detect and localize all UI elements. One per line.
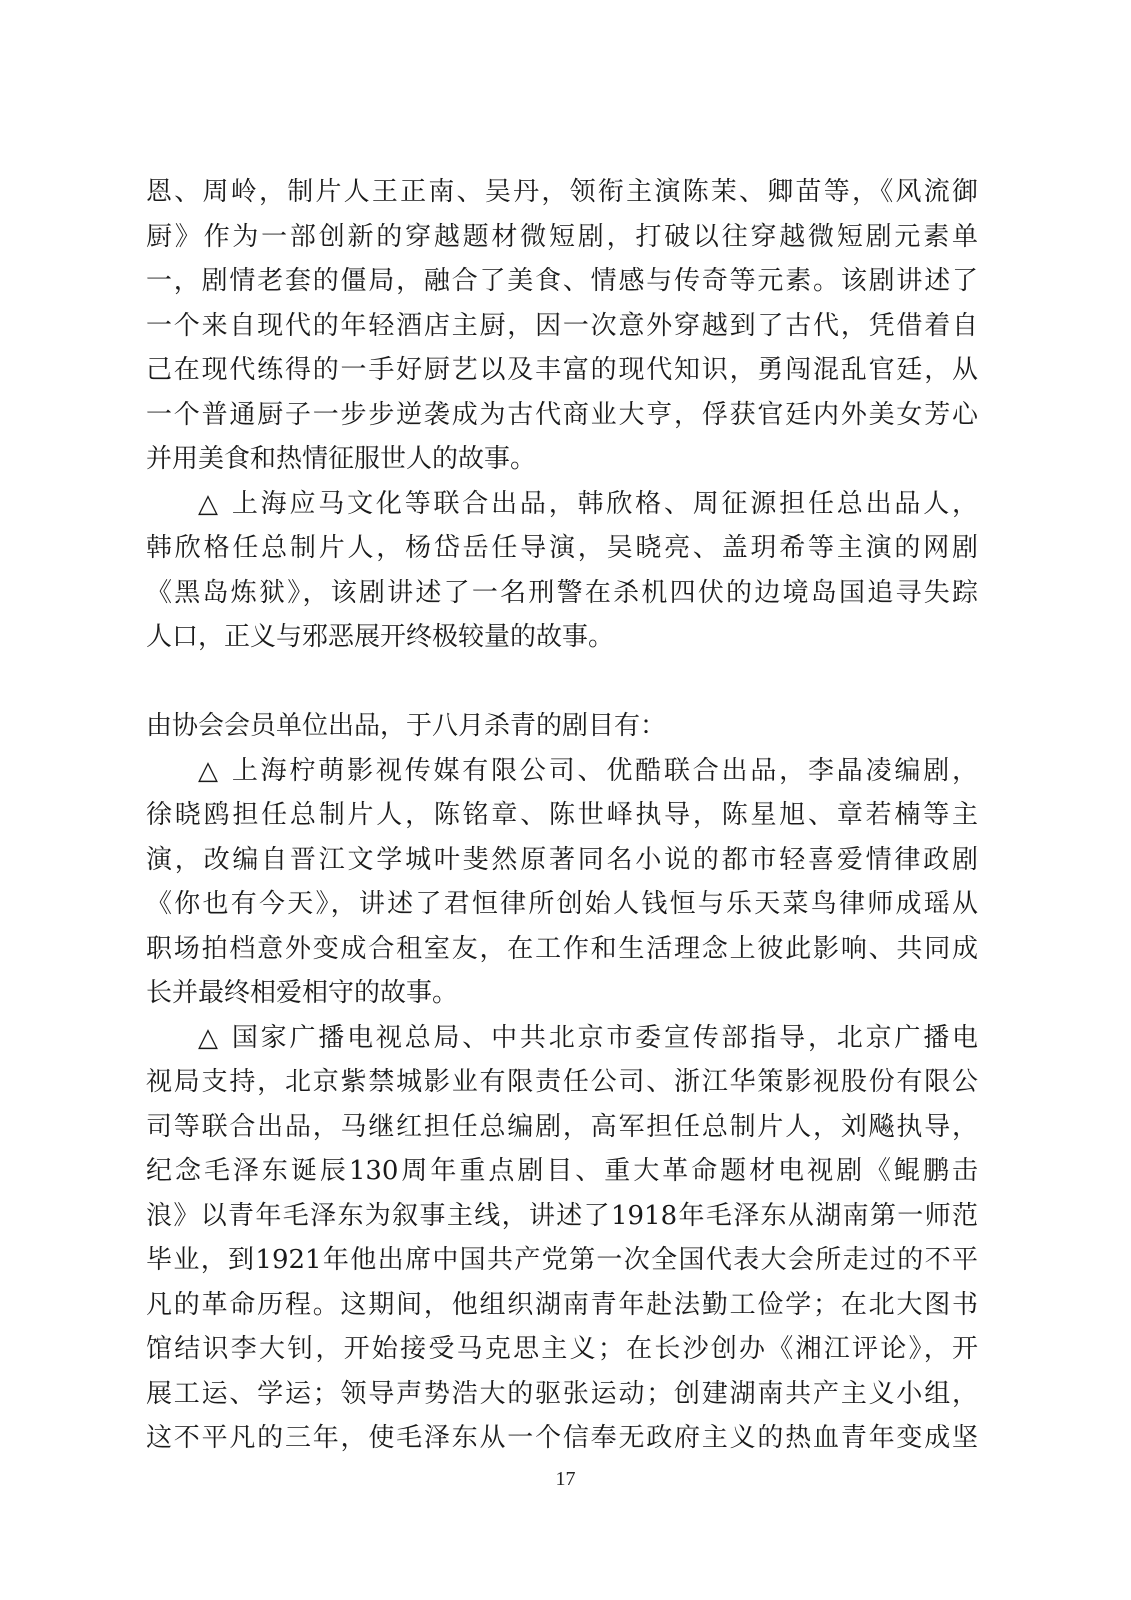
- text-line: 由协会会员单位出品，于八月杀青的剧目有：: [146, 711, 667, 741]
- text-line: 恩、周岭，制片人王正南、吴丹，领衔主演陈茉、卿苗等，《风流御: [146, 177, 978, 207]
- text-line: 一个普通厨子一步步逆袭成为古代商业大亨，俘获官廷内外美女芳心: [146, 399, 978, 430]
- text-line: 纪念毛泽东诞辰130周年重点剧目、重大革命题材电视剧《鲲鹏击: [146, 1156, 978, 1186]
- paragraph-kun-peng-ji-lang: [146, 1016, 978, 1461]
- body-text: [146, 170, 978, 1461]
- text-line: 浪》以青年毛泽东为叙事主线，讲述了1918年毛泽东从湖南第一师范: [146, 1200, 978, 1231]
- text-line: 凡的革命历程。这期间，他组织湖南青年赴法勤工俭学；在北大图书: [146, 1289, 978, 1320]
- text-line: 这不平凡的三年，使毛泽东从一个信奉无政府主义的热血青年变成坚: [146, 1423, 978, 1453]
- text-line: 毕业，到1921年他出席中国共产党第一次全国代表大会所走过的不平: [146, 1245, 978, 1275]
- paragraph-spacer: [146, 660, 978, 705]
- text-line: 并用美食和热情征服世人的故事。: [146, 444, 537, 474]
- text-line: 《黑岛炼狱》，该剧讲述了一名刑警在杀机四伏的边境岛国追寻失踪: [146, 577, 978, 608]
- text-line: 司等联合出品，马继红担任总编剧，高军担任总制片人，刘飚执导，: [146, 1111, 978, 1142]
- text-line: 视局支持，北京紫禁城影业有限责任公司、浙江华策影视股份有限公: [146, 1067, 978, 1097]
- text-line: 一个来自现代的年轻酒店主厨，因一次意外穿越到了古代，凭借着自: [146, 310, 978, 341]
- page-number: 17: [555, 1468, 576, 1490]
- text-line: 韩欣格任总制片人，杨岱岳任导演，吴晓亮、盖玥希等主演的网剧: [146, 533, 978, 563]
- text-line: △ 上海柠萌影视传媒有限公司、优酷联合出品，李晶凌编剧，: [198, 755, 978, 786]
- text-line: 厨》作为一部创新的穿越题材微短剧，打破以往穿越微短剧元素单: [146, 221, 978, 252]
- paragraph-hei-dao-lian-yu: [146, 482, 978, 660]
- text-line: 馆结识李大钊，开始接受马克思主义；在长沙创办《湘江评论》，开: [146, 1334, 978, 1364]
- text-line: 人口，正义与邪恶展开终极较量的故事。: [146, 622, 615, 652]
- text-line: 己在现代练得的一手好厨艺以及丰富的现代知识，勇闯混乱官廷，从: [146, 355, 978, 385]
- text-line: △ 国家广播电视总局、中共北京市委宣传部指导，北京广播电: [198, 1022, 978, 1053]
- text-line: 演，改编自晋江文学城叶斐然原著同名小说的都市轻喜爱情律政剧: [146, 844, 978, 875]
- text-line: △ 上海应马文化等联合出品，韩欣格、周征源担任总出品人，: [198, 488, 978, 519]
- text-line: 一，剧情老套的僵局，融合了美食、情感与传奇等元素。该剧讲述了: [146, 266, 978, 296]
- text-line: 长并最终相爱相守的故事。: [146, 978, 459, 1008]
- section-heading-august-wrap: [146, 704, 978, 749]
- paragraph-feng-liu-yu-chu: [146, 170, 978, 482]
- text-line: 《你也有今天》，讲述了君恒律所创始人钱恒与乐天菜鸟律师成瑶从: [146, 889, 978, 919]
- text-line: 展工运、学运；领导声势浩大的驱张运动；创建湖南共产主义小组，: [146, 1378, 978, 1409]
- text-line: 徐晓鸥担任总制片人，陈铭章、陈世峄执导，陈星旭、章若楠等主: [146, 800, 978, 830]
- text-line: 职场拍档意外变成合租室友，在工作和生活理念上彼此影响、共同成: [146, 933, 978, 964]
- paragraph-ni-ye-you-jin-tian: [146, 749, 978, 1016]
